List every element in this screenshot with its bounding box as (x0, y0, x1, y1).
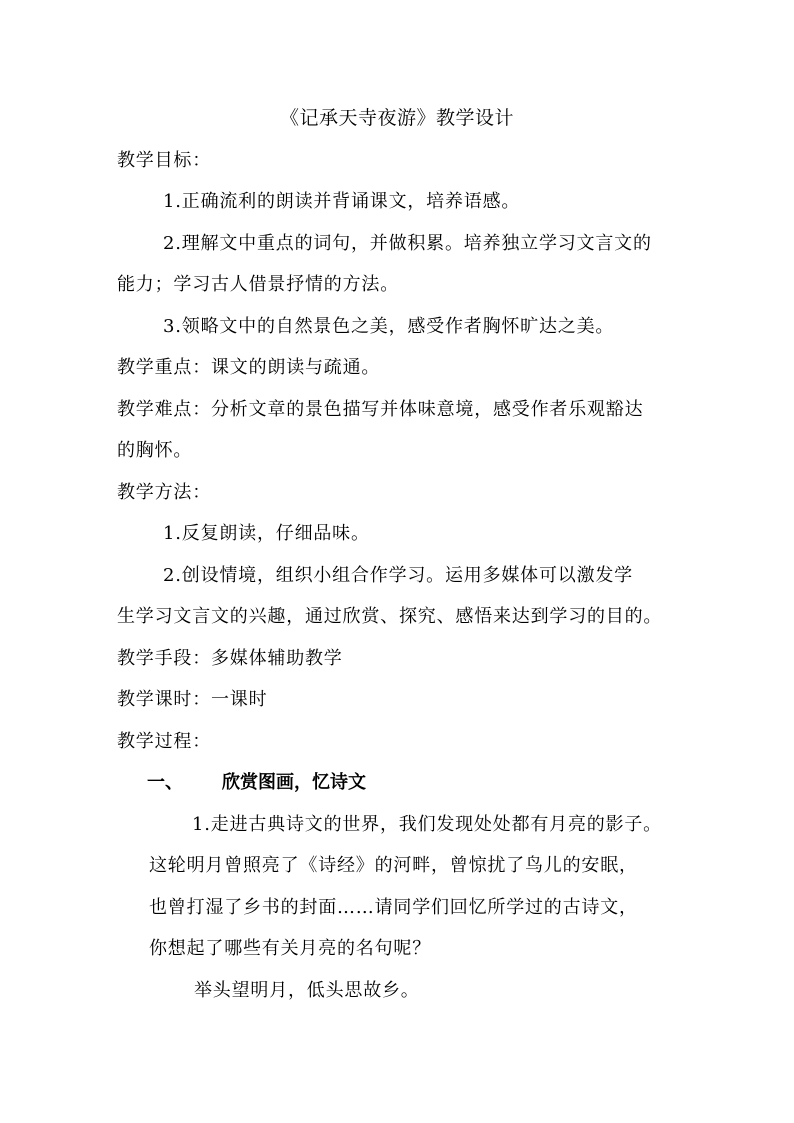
objectives-heading: 教学目标： (117, 150, 211, 171)
teaching-hours: 教学课时：一课时 (117, 689, 268, 710)
section-1-line-1: 1.走进古典诗文的世界，我们发现处处都有月亮的影子。 (192, 814, 662, 835)
section-1-title: 欣赏图画，忆诗文 (222, 772, 366, 793)
objective-item-3: 3.领略文中的自然景色之美，感受作者胸怀旷达之美。 (163, 316, 615, 337)
method-item-1: 1.反复朗读，仔细品味。 (163, 523, 370, 544)
method-item-2-continued: 生学习文言文的兴趣，通过欣赏、探究、感悟来达到学习的目的。 (117, 606, 663, 627)
document-title: 《记承天寺夜游》教学设计 (279, 107, 514, 129)
method-item-2: 2.创设情境，组织小组合作学习。运用多媒体可以激发学 (163, 565, 633, 586)
poem-quote: 举头望明月，低头思故乡。 (194, 980, 420, 1001)
methods-heading: 教学方法： (117, 482, 211, 503)
difficulty-line-2: 的胸怀。 (117, 440, 193, 461)
section-1-heading (147, 770, 366, 796)
section-1-line-2: 这轮明月曾照亮了《诗经》的河畔，曾惊扰了鸟儿的安眠， (149, 855, 638, 876)
objective-item-2: 2.理解文中重点的词句，并做积累。培养独立学习文言文的 (163, 233, 652, 254)
teaching-means: 教学手段：多媒体辅助教学 (117, 648, 343, 669)
objective-item-2-continued: 能力；学习古人借景抒情的方法。 (117, 274, 399, 295)
section-1-line-3: 也曾打湿了乡书的封面……请同学们回忆所学过的古诗文， (149, 897, 638, 918)
section-1-line-4: 你想起了哪些有关月亮的名句呢？ (149, 938, 431, 959)
process-heading: 教学过程： (117, 731, 211, 752)
objective-item-1: 1.正确流利的朗读并背诵课文，培养语感。 (163, 191, 521, 212)
section-1-number: 一、 (147, 772, 183, 793)
key-point: 教学重点：课文的朗读与疏通。 (117, 357, 381, 378)
difficulty-line-1: 教学难点：分析文章的景色描写并体味意境，感受作者乐观豁达 (117, 399, 644, 420)
